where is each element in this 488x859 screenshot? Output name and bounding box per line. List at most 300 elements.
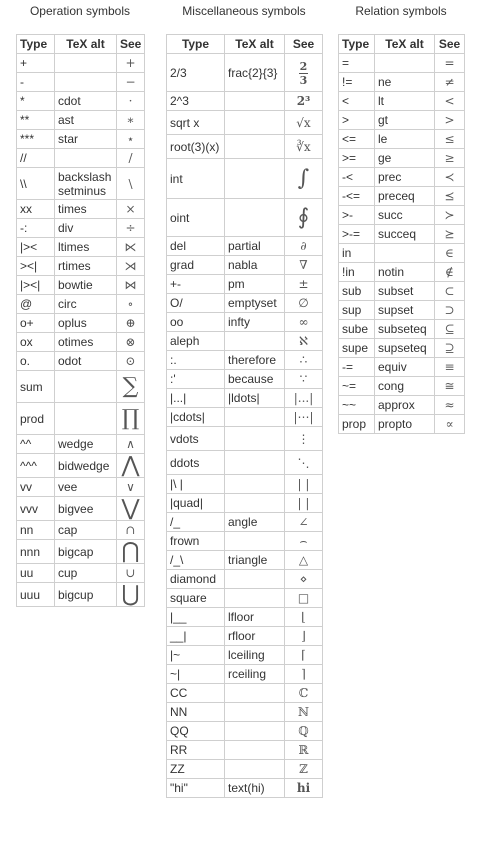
tex-alt-cell: ge <box>375 149 435 168</box>
see-cell <box>285 54 323 92</box>
type-cell: __| <box>167 627 225 646</box>
table-row <box>167 665 323 684</box>
tex-alt-cell: odot <box>55 352 117 371</box>
tex-alt-cell: |ldots| <box>225 389 285 408</box>
see-cell: ⌋ <box>285 627 323 646</box>
tex-alt-cell: backslash setminus <box>55 168 117 200</box>
see-cell: 2³ <box>285 92 323 111</box>
see-cell: ∘ <box>117 295 145 314</box>
table-row <box>167 389 323 408</box>
table-row <box>17 92 145 111</box>
tex-alt-cell: approx <box>375 396 435 415</box>
table-row <box>339 73 465 92</box>
table-row <box>167 722 323 741</box>
type-cell: vv <box>17 478 55 497</box>
table-row <box>339 130 465 149</box>
see-cell: ⊕ <box>117 314 145 333</box>
see-cell: ∩ <box>117 521 145 540</box>
tex-alt-cell <box>225 760 285 779</box>
table-row <box>167 741 323 760</box>
tex-alt-cell: angle <box>225 513 285 532</box>
table-row <box>167 92 323 111</box>
type-cell: frown <box>167 532 225 551</box>
tex-alt-cell: subseteq <box>375 320 435 339</box>
table-row <box>17 295 145 314</box>
type-cell: in <box>339 244 375 263</box>
column-header-tex-alt: TeX alt <box>55 35 117 54</box>
see-cell: ± <box>285 275 323 294</box>
see-cell: ∵ <box>285 370 323 389</box>
tex-alt-cell <box>375 54 435 73</box>
tex-alt-cell <box>225 451 285 475</box>
type-cell: != <box>339 73 375 92</box>
tex-alt-cell: frac{2}{3} <box>225 54 285 92</box>
table-row <box>17 540 145 564</box>
table-row <box>17 314 145 333</box>
table-row <box>339 320 465 339</box>
see-cell: ⋈ <box>117 276 145 295</box>
see-cell: hi <box>285 779 323 798</box>
type-cell: |~ <box>167 646 225 665</box>
table-row <box>167 646 323 665</box>
table-row <box>17 478 145 497</box>
column-header-type: Type <box>339 35 375 54</box>
type-cell: sube <box>339 320 375 339</box>
type-cell: ZZ <box>167 760 225 779</box>
table-row <box>167 159 323 199</box>
see-cell: ℵ <box>285 332 323 351</box>
see-cell: ∴ <box>285 351 323 370</box>
tex-alt-cell: infty <box>225 313 285 332</box>
see-cell: ≥ <box>435 149 465 168</box>
see-cell: |⋯| <box>285 408 323 427</box>
table-row <box>339 168 465 187</box>
tex-alt-cell: bigcup <box>55 583 117 607</box>
tex-alt-cell: succ <box>375 206 435 225</box>
tex-alt-cell <box>225 741 285 760</box>
type-cell: sum <box>17 371 55 403</box>
see-cell: < <box>435 92 465 111</box>
tex-alt-cell <box>225 475 285 494</box>
see-cell: \ <box>117 168 145 200</box>
table-row <box>339 225 465 244</box>
tex-alt-cell: bigcap <box>55 540 117 564</box>
table-title: Miscellaneous symbols <box>182 4 306 18</box>
table-row <box>339 415 465 434</box>
table-row <box>167 589 323 608</box>
tex-alt-cell: ast <box>55 111 117 130</box>
tex-alt-cell: ltimes <box>55 238 117 257</box>
column-header-type: Type <box>167 35 225 54</box>
table-row <box>167 408 323 427</box>
see-cell: ⌊ <box>285 608 323 627</box>
type-cell: < <box>339 92 375 111</box>
see-cell: ⋃ <box>117 583 145 607</box>
tex-alt-cell <box>225 684 285 703</box>
table-row <box>167 237 323 256</box>
see-cell: ≈ <box>435 396 465 415</box>
tex-alt-cell: bigvee <box>55 497 117 521</box>
tex-alt-cell: succeq <box>375 225 435 244</box>
header-row <box>167 35 323 54</box>
tex-alt-cell: ne <box>375 73 435 92</box>
table-row <box>167 351 323 370</box>
tex-alt-cell: vee <box>55 478 117 497</box>
see-cell: ∇ <box>285 256 323 275</box>
type-cell: >- <box>339 206 375 225</box>
type-cell: /_ <box>167 513 225 532</box>
table-row <box>17 521 145 540</box>
tex-alt-cell: cup <box>55 564 117 583</box>
table-row <box>17 454 145 478</box>
see-cell: ⋄ <box>285 570 323 589</box>
see-cell: ∞ <box>285 313 323 332</box>
type-cell: sub <box>339 282 375 301</box>
table-row <box>167 779 323 798</box>
table-row <box>339 111 465 130</box>
type-cell: > <box>339 111 375 130</box>
see-cell: ∧ <box>117 435 145 454</box>
fraction-display: $\frac{2}{3}$ <box>299 59 308 87</box>
see-cell: √x <box>285 111 323 135</box>
table-row <box>167 608 323 627</box>
tex-alt-cell <box>225 703 285 722</box>
see-cell: ⌈ <box>285 646 323 665</box>
table-row <box>167 275 323 294</box>
see-cell: □ <box>285 589 323 608</box>
see-cell: − <box>117 73 145 92</box>
type-cell: 2/3 <box>167 54 225 92</box>
see-cell: · <box>117 92 145 111</box>
table-row <box>339 54 465 73</box>
tex-alt-cell <box>225 494 285 513</box>
table-row <box>17 333 145 352</box>
see-cell: ∫ <box>285 159 323 199</box>
tex-alt-cell: subset <box>375 282 435 301</box>
tex-alt-cell: supseteq <box>375 339 435 358</box>
table-row <box>167 551 323 570</box>
see-cell: ⋊ <box>117 257 145 276</box>
table-row <box>167 513 323 532</box>
tex-alt-cell: gt <box>375 111 435 130</box>
see-cell: ⋆ <box>117 130 145 149</box>
type-cell: >= <box>339 149 375 168</box>
see-cell: ⊇ <box>435 339 465 358</box>
tex-alt-cell <box>55 403 117 435</box>
type-cell: >-= <box>339 225 375 244</box>
see-cell: ∈ <box>435 244 465 263</box>
type-cell: uu <box>17 564 55 583</box>
tex-alt-cell: bowtie <box>55 276 117 295</box>
see-cell: ⊂ <box>435 282 465 301</box>
see-cell: ⊆ <box>435 320 465 339</box>
column-header-tex-alt: TeX alt <box>375 35 435 54</box>
see-cell: ℕ <box>285 703 323 722</box>
type-cell: :. <box>167 351 225 370</box>
see-cell: × <box>117 200 145 219</box>
type-cell: + <box>17 54 55 73</box>
type-cell: "hi" <box>167 779 225 798</box>
table-row <box>17 130 145 149</box>
column-header-type: Type <box>17 35 55 54</box>
table-row <box>17 583 145 607</box>
type-cell: sup <box>339 301 375 320</box>
tex-alt-cell: div <box>55 219 117 238</box>
type-cell: |...| <box>167 389 225 408</box>
type-cell: - <box>17 73 55 92</box>
type-cell: +- <box>167 275 225 294</box>
table-row <box>167 199 323 237</box>
table-row <box>167 370 323 389</box>
table-row <box>17 497 145 521</box>
type-cell: |><| <box>17 276 55 295</box>
tex-alt-cell: emptyset <box>225 294 285 313</box>
type-cell: ** <box>17 111 55 130</box>
tex-alt-cell: text(hi) <box>225 779 285 798</box>
tex-alt-cell: bidwedge <box>55 454 117 478</box>
see-cell: ⊙ <box>117 352 145 371</box>
tex-alt-cell <box>225 135 285 159</box>
see-cell: ⌢ <box>285 532 323 551</box>
type-cell: -<= <box>339 187 375 206</box>
column-header-see: See <box>435 35 465 54</box>
tex-alt-cell <box>55 54 117 73</box>
table-row <box>17 352 145 371</box>
type-cell: aleph <box>167 332 225 351</box>
table-title: Operation symbols <box>29 4 131 18</box>
see-cell: ⊃ <box>435 301 465 320</box>
table-row <box>167 494 323 513</box>
table-row <box>339 282 465 301</box>
type-cell: |\ | <box>167 475 225 494</box>
tex-alt-cell <box>225 532 285 551</box>
see-cell: ∑ <box>117 371 145 403</box>
tex-alt-cell: pm <box>225 275 285 294</box>
see-cell: ⋮ <box>285 427 323 451</box>
table-row <box>339 396 465 415</box>
miscellaneous-symbols-table <box>166 34 323 798</box>
table-row <box>167 475 323 494</box>
see-cell: ∂ <box>285 237 323 256</box>
table-row <box>167 256 323 275</box>
table-row <box>17 371 145 403</box>
see-cell: ⋂ <box>117 540 145 564</box>
type-cell: -< <box>339 168 375 187</box>
see-cell: ⌉ <box>285 665 323 684</box>
see-cell: ∉ <box>435 263 465 282</box>
see-cell: ≻ <box>435 206 465 225</box>
tex-alt-cell: circ <box>55 295 117 314</box>
see-cell: / <box>117 149 145 168</box>
table-row <box>17 435 145 454</box>
type-cell: ^^ <box>17 435 55 454</box>
table-row <box>17 200 145 219</box>
column-header-tex-alt: TeX alt <box>225 35 285 54</box>
table-row <box>17 238 145 257</box>
type-cell: ~= <box>339 377 375 396</box>
tex-alt-cell: le <box>375 130 435 149</box>
tex-alt-cell: propto <box>375 415 435 434</box>
see-cell: > <box>435 111 465 130</box>
type-cell: square <box>167 589 225 608</box>
tex-alt-cell: preceq <box>375 187 435 206</box>
column-header-see: See <box>117 35 145 54</box>
type-cell: NN <box>167 703 225 722</box>
see-cell: ℝ <box>285 741 323 760</box>
table-row <box>167 451 323 475</box>
type-cell: * <box>17 92 55 111</box>
tex-alt-cell: rtimes <box>55 257 117 276</box>
see-cell: ℚ <box>285 722 323 741</box>
tex-alt-cell: because <box>225 370 285 389</box>
type-cell: |>< <box>17 238 55 257</box>
table-row <box>339 187 465 206</box>
table-row <box>167 111 323 135</box>
see-cell: ∮ <box>285 199 323 237</box>
tex-alt-cell <box>225 92 285 111</box>
type-cell: o. <box>17 352 55 371</box>
tex-alt-cell <box>225 199 285 237</box>
table-title: Relation symbols <box>355 4 447 18</box>
tex-alt-cell: times <box>55 200 117 219</box>
type-cell: prod <box>17 403 55 435</box>
type-cell: *** <box>17 130 55 149</box>
table-row <box>339 263 465 282</box>
type-cell: nnn <box>17 540 55 564</box>
see-cell: ℂ <box>285 684 323 703</box>
tex-alt-cell: notin <box>375 263 435 282</box>
type-cell: nn <box>17 521 55 540</box>
see-cell: ∏ <box>117 403 145 435</box>
table-row <box>167 684 323 703</box>
see-cell: ≅ <box>435 377 465 396</box>
table-row <box>17 403 145 435</box>
type-cell: |cdots| <box>167 408 225 427</box>
header-row <box>339 35 465 54</box>
type-cell: // <box>17 149 55 168</box>
tex-alt-cell: rceiling <box>225 665 285 684</box>
type-cell: prop <box>339 415 375 434</box>
see-cell: ∪ <box>117 564 145 583</box>
tex-alt-cell: prec <box>375 168 435 187</box>
type-cell: !in <box>339 263 375 282</box>
tex-alt-cell: cap <box>55 521 117 540</box>
type-cell: root(3)(x) <box>167 135 225 159</box>
tex-alt-cell <box>225 589 285 608</box>
see-cell: ⋀ <box>117 454 145 478</box>
type-cell: /_\ <box>167 551 225 570</box>
see-cell: ⋁ <box>117 497 145 521</box>
column-header-see: See <box>285 35 323 54</box>
tex-alt-cell: triangle <box>225 551 285 570</box>
type-cell: xx <box>17 200 55 219</box>
type-cell: |quad| <box>167 494 225 513</box>
type-cell: RR <box>167 741 225 760</box>
see-cell: ⋉ <box>117 238 145 257</box>
see-cell: ℤ <box>285 760 323 779</box>
table-row <box>339 377 465 396</box>
tex-alt-cell: equiv <box>375 358 435 377</box>
see-cell: ∠ <box>285 513 323 532</box>
see-cell: | | <box>285 475 323 494</box>
table-row <box>167 332 323 351</box>
see-cell: ⪯ <box>435 187 465 206</box>
tex-alt-cell <box>55 371 117 403</box>
table-row <box>339 244 465 263</box>
see-cell: |...| <box>285 389 323 408</box>
tex-alt-cell <box>225 408 285 427</box>
tex-alt-cell <box>225 332 285 351</box>
tex-alt-cell <box>225 427 285 451</box>
see-cell: + <box>117 54 145 73</box>
see-cell: = <box>435 54 465 73</box>
table-row <box>167 294 323 313</box>
see-cell: ÷ <box>117 219 145 238</box>
see-cell: ≡ <box>435 358 465 377</box>
type-cell: ~~ <box>339 396 375 415</box>
table-row <box>17 111 145 130</box>
see-cell: ∛x <box>285 135 323 159</box>
table-row <box>167 570 323 589</box>
tex-alt-cell: wedge <box>55 435 117 454</box>
see-cell: ≤ <box>435 130 465 149</box>
table-row <box>17 54 145 73</box>
type-cell: oo <box>167 313 225 332</box>
table-row <box>339 339 465 358</box>
type-cell: sqrt x <box>167 111 225 135</box>
type-cell: oint <box>167 199 225 237</box>
see-cell: ⊗ <box>117 333 145 352</box>
table-row <box>17 276 145 295</box>
table-row <box>339 301 465 320</box>
tex-alt-cell <box>55 149 117 168</box>
type-cell: QQ <box>167 722 225 741</box>
type-cell: -: <box>17 219 55 238</box>
tex-alt-cell: supset <box>375 301 435 320</box>
type-cell: grad <box>167 256 225 275</box>
type-cell: CC <box>167 684 225 703</box>
type-cell: -= <box>339 358 375 377</box>
type-cell: :' <box>167 370 225 389</box>
see-cell: ⋱ <box>285 451 323 475</box>
see-cell: ∗ <box>117 111 145 130</box>
see-cell: ≺ <box>435 168 465 187</box>
table-row <box>339 149 465 168</box>
tex-alt-cell <box>225 722 285 741</box>
table-row <box>339 358 465 377</box>
tex-alt-cell: cong <box>375 377 435 396</box>
type-cell: ~| <box>167 665 225 684</box>
type-cell: supe <box>339 339 375 358</box>
tex-alt-cell: therefore <box>225 351 285 370</box>
tex-alt-cell: oplus <box>55 314 117 333</box>
table-row <box>167 54 323 92</box>
tex-alt-cell: partial <box>225 237 285 256</box>
table-row <box>167 135 323 159</box>
operation-symbols-table <box>16 34 145 607</box>
type-cell: int <box>167 159 225 199</box>
type-cell: diamond <box>167 570 225 589</box>
header-row <box>17 35 145 54</box>
type-cell: o+ <box>17 314 55 333</box>
type-cell: ><| <box>17 257 55 276</box>
table-row <box>167 313 323 332</box>
see-cell: ∨ <box>117 478 145 497</box>
tex-alt-cell: nabla <box>225 256 285 275</box>
type-cell: @ <box>17 295 55 314</box>
tex-alt-cell: rfloor <box>225 627 285 646</box>
tex-alt-cell <box>225 159 285 199</box>
